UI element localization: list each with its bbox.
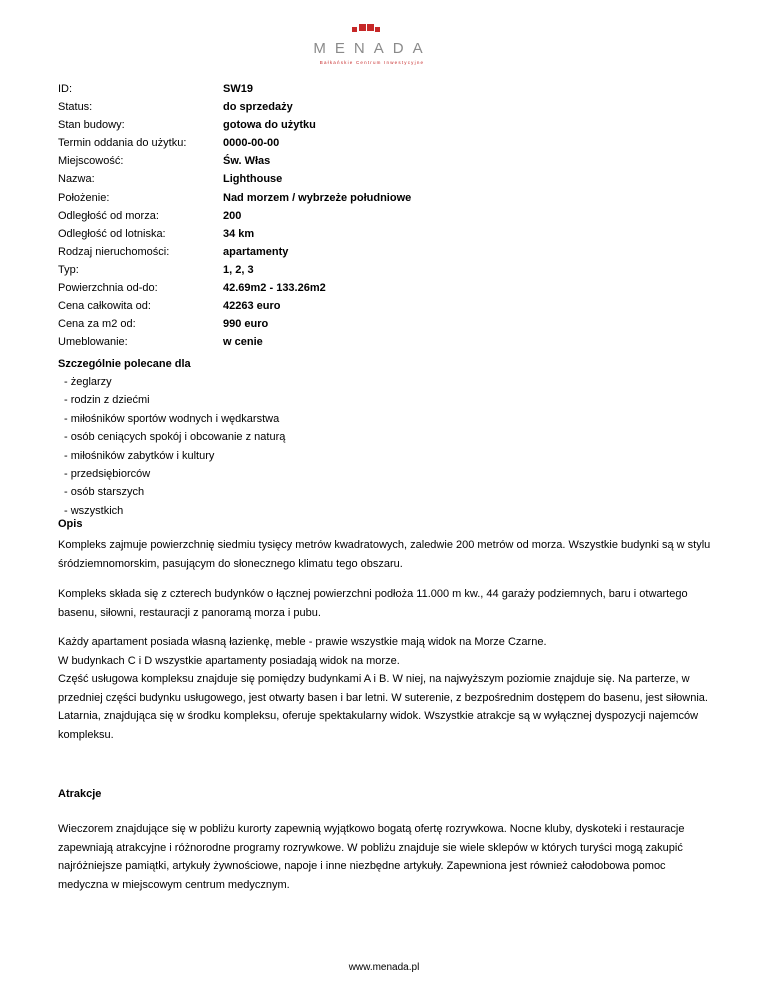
spec-label: Termin oddania do użytku: xyxy=(58,137,187,150)
paragraph-line: W budynkach C i D wszystkie apartamenty posiadają widok na morze. xyxy=(58,654,400,667)
paragraph-text: Kompleks zajmuje powierzchnię siedmiu tysięcy metrów kwadratowych, zaledwie 200 metrów od morza. Wszystkie budynki są w stylu śródziemnomorskim, pasującym do słonecznego klimatu tego obszaru. xyxy=(58,539,711,570)
spec-row-area xyxy=(58,279,718,297)
logo-text: MENADA xyxy=(313,40,432,57)
spec-label: Umeblowanie: xyxy=(58,336,128,349)
list-item: - miłośników sportów wodnych i wędkarstwa xyxy=(64,412,280,425)
spec-label: Położenie: xyxy=(58,191,110,204)
attractions-title: Atrakcje xyxy=(58,788,102,800)
spec-row-furnishing xyxy=(58,333,718,351)
spec-label: Odległość od lotniska: xyxy=(58,227,166,240)
paragraph-text: Wieczorem znajdujące się w pobliżu kurorty zapewnią wyjątkowo bogatą ofertę rozrywkowa. Nocne kluby, dyskoteki i restauracje zapewniają atrakcyjne i różnorodne programy rozrywkowe. W pobliżu znajduje sie wiele sklepów w których turyści mogą zakupić najróżniejsze pamiątki, artykuły żywnościowe, napoje i inne niezbędne artykuły. Zapewniona jest również całodobowa pomoc medyczna w miejscowym centrum medycznym. xyxy=(58,823,685,891)
spec-label: Status: xyxy=(58,101,93,114)
spec-value: 0000-00-00 xyxy=(223,137,280,150)
spec-value: 42.69m2 - 133.26m2 xyxy=(223,282,326,295)
logo-square-icon xyxy=(359,24,366,31)
spec-value: Lighthouse xyxy=(223,173,283,186)
spec-row-location xyxy=(58,189,718,207)
logo-square-icon xyxy=(367,24,374,31)
spec-label: Miejscowość: xyxy=(58,155,124,168)
description-paragraph-2 xyxy=(58,585,718,622)
spec-label: Odległość od morza: xyxy=(58,209,159,222)
logo-square-icon xyxy=(352,27,357,32)
spec-value: Nad morzem / wybrzeże południowe xyxy=(223,191,412,204)
spec-row-airport-distance xyxy=(58,225,718,243)
spec-value: 42263 euro xyxy=(223,300,281,313)
spec-row-id xyxy=(58,80,718,98)
spec-row-completion-date xyxy=(58,134,718,152)
spec-value: 990 euro xyxy=(223,318,269,331)
spec-label: Cena za m2 od: xyxy=(58,318,136,331)
spec-row-property-type xyxy=(58,243,718,261)
spec-row-type xyxy=(58,261,718,279)
list-item: - rodzin z dziećmi xyxy=(64,394,150,407)
spec-row-name xyxy=(58,170,718,188)
spec-label: Typ: xyxy=(58,263,79,276)
spec-row-status xyxy=(58,98,718,116)
list-item: - żeglarzy xyxy=(64,376,112,388)
attractions-paragraph xyxy=(58,820,718,894)
list-item: - osób starszych xyxy=(64,486,145,499)
spec-label: Rodzaj nieruchomości: xyxy=(58,245,170,258)
logo-square-icon xyxy=(375,27,380,32)
spec-label: Cena całkowita od: xyxy=(58,300,151,313)
recommended-title: Szczególnie polecane dla xyxy=(58,358,191,370)
spec-label: Powierzchnia od-do: xyxy=(58,282,158,295)
spec-value: w cenie xyxy=(223,336,263,349)
spec-value: 200 xyxy=(223,209,242,222)
spec-row-total-price xyxy=(58,297,718,315)
spec-label: Stan budowy: xyxy=(58,119,125,132)
list-item: - wszystkich xyxy=(64,504,124,517)
spec-row-sea-distance xyxy=(58,207,718,225)
spec-value: apartamenty xyxy=(223,245,289,258)
list-item: - osób ceniących spokój i obcowanie z naturą xyxy=(64,431,286,444)
paragraph-text: Część usługowa kompleksu znajduje się pomiędzy budynkami A i B. W niej, na najwyższym poziomie znajduje się. Na parterze, w przedniej części budynku usługowego, jest otwarty basen i bar letni. W suterenie, z bezpośrednim dostępem do basenu, jest siłownia. Latarnia, znajdująca się w środku kompleksu, oferuje spektakularny widok. Wszystkie atrakcje są w wyłącznej dyspozycji najemców kompleksu. xyxy=(58,673,708,741)
recommended-section xyxy=(58,355,285,520)
spec-label: ID: xyxy=(58,83,73,95)
spec-value: Św. Włas xyxy=(223,155,271,168)
list-item: - miłośników zabytków i kultury xyxy=(64,449,215,462)
list-item: - przedsiębiorców xyxy=(64,467,151,480)
spec-value: 34 km xyxy=(223,227,255,240)
description-title: Opis xyxy=(58,518,83,530)
spec-value: do sprzedaży xyxy=(223,101,293,114)
spec-value: 1, 2, 3 xyxy=(223,263,254,276)
description-paragraph-3 xyxy=(58,633,718,744)
spec-value: gotowa do użytku xyxy=(223,119,316,132)
paragraph-line: Każdy apartament posiada własną łazienkę, meble - prawie wszystkie mają widok na Morze Czarne. xyxy=(58,636,547,648)
description-paragraph-1 xyxy=(58,536,718,573)
spec-row-construction xyxy=(58,116,718,134)
footer-url: www.menada.pl xyxy=(348,962,420,973)
menada-logo xyxy=(300,24,440,72)
paragraph-text: Kompleks składa się z czterech budynków o łącznej powierzchni podłoża 11.000 m kw., 44 garaży podziemnych, baru i otwartego basenu, siłowni, restauracji z panoramą morza i pubu. xyxy=(58,588,688,619)
spec-row-price-per-m2 xyxy=(58,315,718,333)
logo-tagline: Bałkańskie Centrum Inwestycyjne xyxy=(319,60,425,65)
spec-row-locality xyxy=(58,152,718,170)
spec-label: Nazwa: xyxy=(58,173,95,186)
property-specs xyxy=(58,80,718,351)
spec-value: SW19 xyxy=(223,83,253,95)
